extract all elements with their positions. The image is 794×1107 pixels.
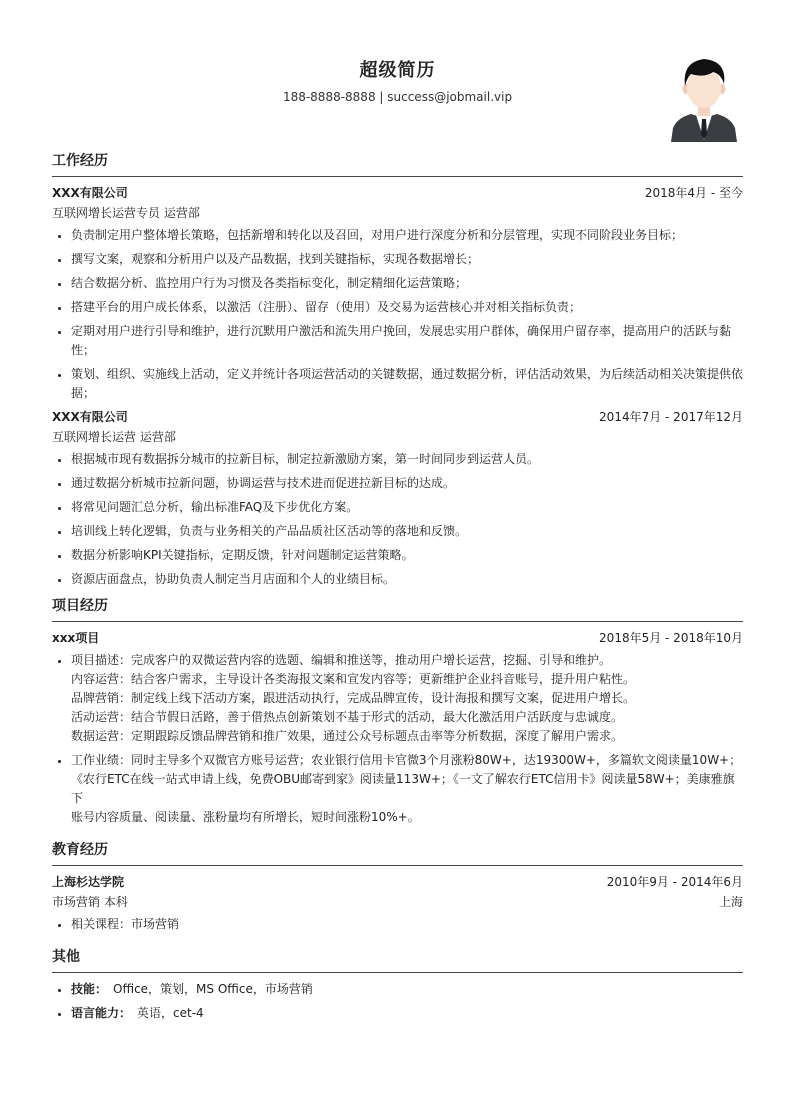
work-section-title: 工作经历 — [52, 150, 743, 177]
project-section — [52, 595, 743, 827]
school-name: 上海杉达学院 — [52, 875, 125, 889]
date-range: 2018年5月 - 2018年10月 — [599, 631, 743, 645]
education-section-title: 教育经历 — [52, 839, 743, 866]
bullet-list — [52, 651, 743, 827]
date-range: 2018年4月 - 至今 — [644, 186, 743, 200]
bullet-list — [52, 915, 743, 934]
list-item — [71, 651, 743, 746]
project-entry — [52, 629, 743, 827]
person-avatar-icon — [669, 54, 739, 142]
project-desc-line: 活动运营：结合节假日活路，善于借热点创新策划不基于形式的活动，最大化激活用户活跃度与忠诚度。 — [71, 710, 624, 724]
other-section — [52, 946, 743, 1023]
project-result-line: • 工作业绩：同时主导多个双微官方账号运营；农业银行信用卡官微3个月涨粉80W+，达19300W+，多篇软文阅读量10W+； — [71, 753, 742, 767]
project-result-line: 账号内容质量、阅读量、涨粉量均有所增长，短时间涨粉10%+。 — [71, 810, 420, 824]
resume-page — [52, 0, 743, 1028]
date-range: 2010年9月 - 2014年6月 — [606, 875, 743, 889]
list-item: • 培训线上转化逻辑，负责与业务相关的产品品质社区活动等的落地和反馈。 — [71, 522, 743, 541]
list-item: • 定期对用户进行引导和维护，进行沉默用户激活和流失用户挽回，发展忠实用户群体，确保用户留存率，提高用户的活跃与黏性； — [71, 322, 743, 360]
project-desc-line: 品牌营销：制定线上线下活动方案，跟进活动执行，完成品牌宣传，设计海报和撰写文案，促进用户增长。 — [71, 691, 636, 705]
resume-name: 超级简历 — [359, 60, 436, 81]
list-item: • 资源店面盘点，协助负责人制定当月店面和个人的业绩目标。 — [71, 570, 743, 589]
skill-key: 技能： — [71, 982, 108, 996]
list-item: • 搭建平台的用户成长体系，以激活（注册）、留存（使用）及交易为运营核心并对相关指标负责； — [71, 298, 743, 317]
list-item: • 策划、组织、实施线上活动，定义并统计各项运营活动的关键数据，通过数据分析，评估活动效果，为后续活动相关决策提供依据； — [71, 365, 743, 403]
bullet-list — [52, 980, 743, 1023]
contact-info: 188-8888-8888 | success@jobmail.vip — [282, 90, 513, 104]
education-section — [52, 839, 743, 934]
project-desc-line: 数据运营：定期跟踪反馈品牌营销和推广效果，通过公众号标题点击率等分析数据，深度了解用户需求。 — [71, 729, 624, 743]
project-desc-line: • 项目描述：完成客户的双微运营内容的选题、编辑和推送等，推动用户增长运营，挖掘、引导和维护。 — [71, 653, 612, 667]
job-title: 互联网增长运营 运营部 — [52, 430, 176, 444]
language-value: 英语，cet-4 — [137, 1006, 204, 1020]
work-entry — [52, 408, 743, 589]
language-key: 语言能力： — [71, 1006, 132, 1020]
date-range: 2014年7月 - 2017年12月 — [599, 410, 743, 424]
list-item: • 数据分析影响KPI关键指标，定期反馈，针对问题制定运营策略。 — [71, 546, 743, 565]
work-section — [52, 150, 743, 589]
list-item: • 根据城市现有数据拆分城市的拉新目标，制定拉新激励方案，第一时间同步到运营人员。 — [71, 450, 743, 469]
job-title: 互联网增长运营专员 运营部 — [52, 206, 200, 220]
list-item: • 将常见问题汇总分析，输出标准FAQ及下步优化方案。 — [71, 498, 743, 517]
city: 上海 — [718, 895, 743, 909]
list-item — [71, 751, 743, 827]
list-item: • 通过数据分析城市拉新问题，协调运营与技术进而促进拉新目标的达成。 — [71, 474, 743, 493]
company-name: XXX有限公司 — [52, 186, 128, 200]
project-name: xxx项目 — [52, 631, 100, 645]
list-item: • 结合数据分析、监控用户行为习惯及各类指标变化，制定精细化运营策略； — [71, 274, 743, 293]
work-entry — [52, 184, 743, 403]
list-item: • 相关课程：市场营销 — [71, 915, 743, 934]
resume-header — [52, 0, 743, 150]
project-desc-line: 内容运营：结合客户需求，主导设计各类海报文案和宣发内容等；更新维护企业抖音账号，提升用户粘性。 — [71, 672, 636, 686]
list-item: • 撰写文案，观察和分析用户以及产品数据，找到关键指标，实现各数据增长； — [71, 250, 743, 269]
project-section-title: 项目经历 — [52, 595, 743, 622]
project-result-line: 《农行ETC在线一站式申请上线，免费OBU邮寄到家》阅读量113W+；《一文了解农行ETC信用卡》阅读量58W+；美康雅旗下 — [71, 772, 735, 805]
other-section-title: 其他 — [52, 946, 743, 973]
list-item — [71, 1004, 743, 1023]
major: 市场营销 本科 — [52, 895, 128, 909]
company-name: XXX有限公司 — [52, 410, 128, 424]
bullet-list — [52, 226, 743, 403]
bullet-list — [52, 450, 743, 589]
list-item: • 负责制定用户整体增长策略，包括新增和转化以及召回，对用户进行深度分析和分层管理，实现不同阶段业务目标； — [71, 226, 743, 245]
skill-value: Office，策划，MS Office，市场营销 — [113, 982, 313, 996]
list-item — [71, 980, 743, 999]
